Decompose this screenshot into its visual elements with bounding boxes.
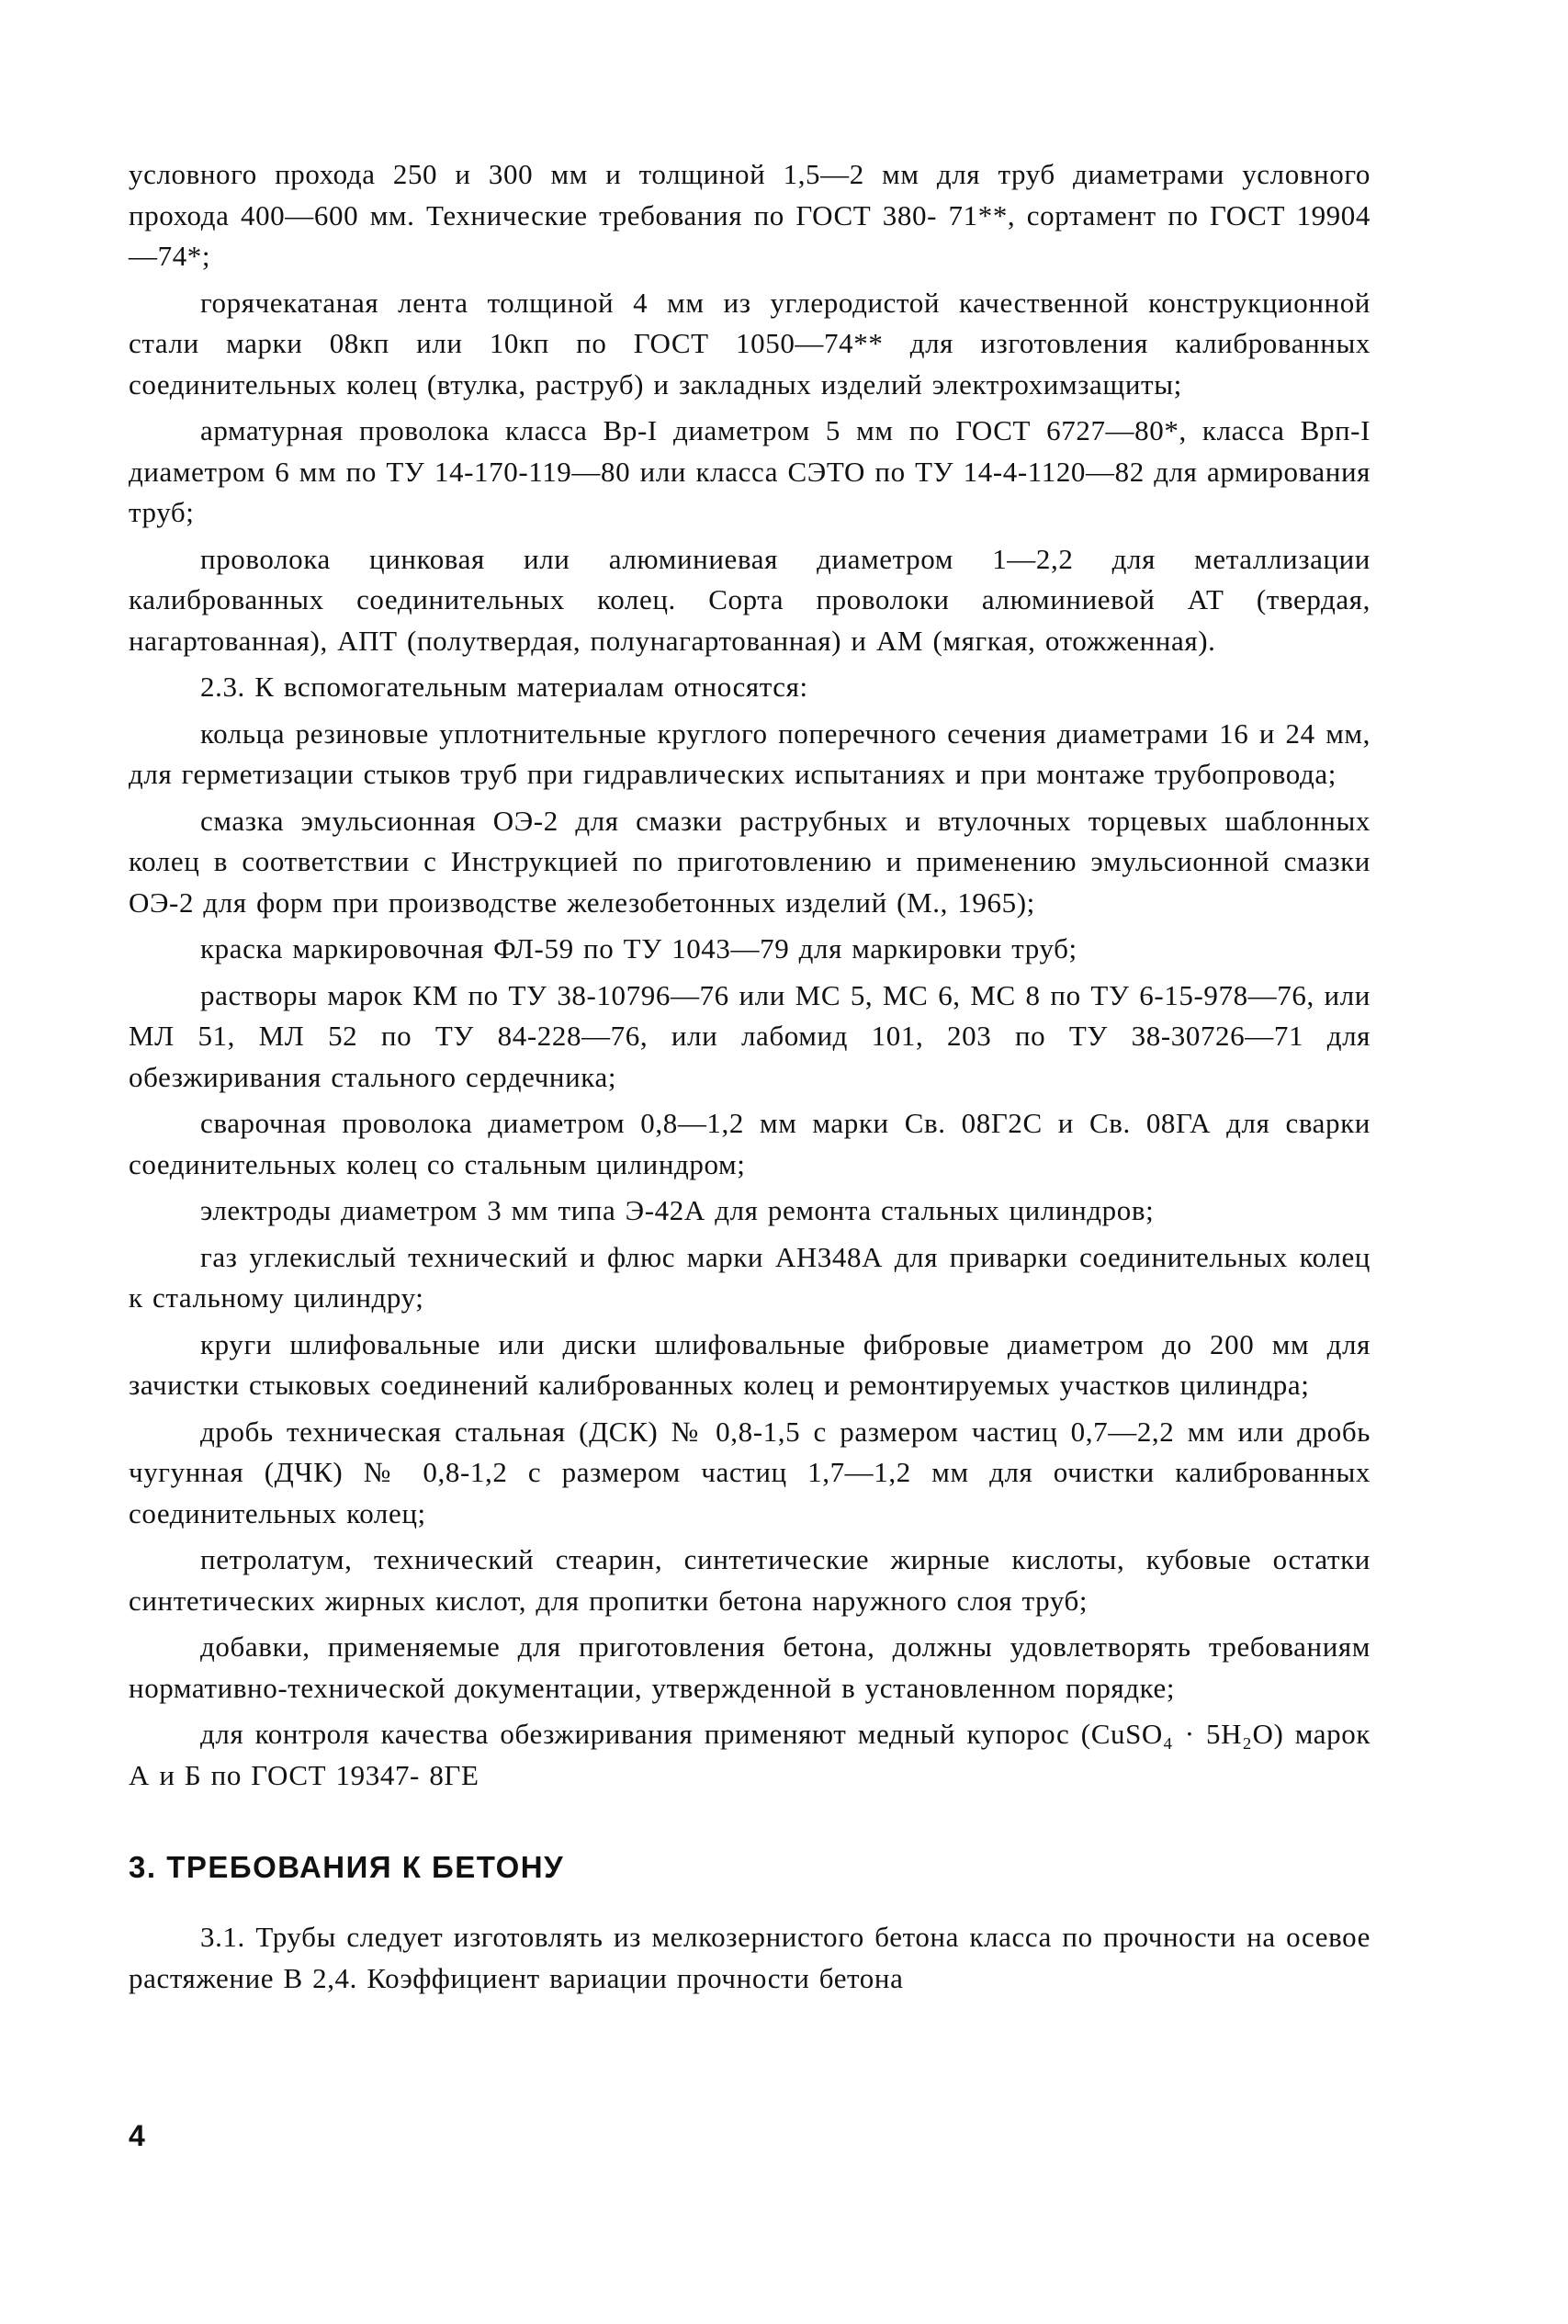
paragraph-p1: условного прохода 250 и 300 мм и толщиной 1,5—2 мм для труб диаметрами условного прохода 400—600 мм. Технические требования по ГОСТ 380‑ 71**, сортамент по ГОСТ 19904—74*;	[129, 158, 1371, 272]
paragraph-p4: проволока цинковая или алюминиевая диаметром 1—2,2 для металлизации калиброванных соединительных колец. Сорта проволоки алюминиевой АТ (твердая, нагартованная), АПТ (полутвердая, полунагартованная) и АМ (мягкая, отожженная).	[129, 542, 1371, 657]
paragraph-p10: сварочная проволока диаметром 0,8—1,2 мм марки Св. 08Г2С и Св. 08ГА для сварки соединительных колец со стальным цилиндром;	[129, 1107, 1371, 1180]
paragraph-p7: смазка эмульсионная ОЭ‑2 для смазки раструбных и втулочных торцевых шаблонных колец в соответствии с Инструкцией по приготовлению и применению эмульсионной смазки ОЭ‑2 для форм при производстве железобетонных изделий (М., 1965);	[129, 804, 1371, 919]
section-3-body	[129, 1917, 1371, 1999]
page-number: 4	[129, 2119, 145, 2152]
paragraph-p14: дробь техническая стальная (ДСК) № 0,8‑1,5 с размером частиц 0,7—2,2 мм или дробь чугунная (ДЧК) № 0,8‑1,2 с размером частиц 1,7—1,2 мм для очистки калиброванных соединительных колец;	[129, 1415, 1371, 1529]
paragraph-p8: краска маркировочная ФЛ‑59 по ТУ 1043—79 для маркировки труб;	[200, 932, 1077, 965]
paragraph-p5: 2.3. К вспомогательным материалам относятся:	[200, 671, 808, 703]
paragraph-p18: 3.1. Трубы следует изготовлять из мелкозернистого бетона класса по прочности на осевое растяжение В 2,4. Коэффициент вариации прочности бетона	[129, 1921, 1371, 1994]
paragraph-p9: растворы марок КМ по ТУ 38‑10796—76 или МС 5, МС 6, МС 8 по ТУ 6‑15‑978—76, или МЛ 51, МЛ 52 по ТУ 84‑228—76, или лабомид 101, 203 по ТУ 38‑30726—71 для обезжиривания стального сердечника;	[129, 978, 1371, 1093]
paragraph-p12: газ углекислый технический и флюс марки АН348А для приварки соединительных колец к стальному цилиндру;	[129, 1240, 1371, 1314]
paragraph-p6: кольца резиновые уплотнительные круглого поперечного сечения диаметрами 16 и 24 мм, для герметизации стыков труб при гидравлических испытаниях и при монтаже трубопровода;	[129, 716, 1371, 790]
paragraph-p11: электроды диаметром 3 мм типа Э‑42А для ремонта стальных цилиндров;	[200, 1194, 1155, 1226]
section-heading: 3. ТРЕБОВАНИЯ К БЕТОНУ	[129, 1850, 565, 1884]
paragraph-p17: для контроля качества обезжиривания применяют медный купорос (CuSO₄ · 5H₂O) марок А и Б по ГОСТ 19347‑ 8ГЕ	[129, 1718, 1371, 1791]
paragraph-p3: арматурная проволока класса Вр‑I диаметром 5 мм по ГОСТ 6727—80*, класса Врп‑I диаметром 6 мм по ТУ 14‑170‑119—80 или класса СЭТО по ТУ 14‑4‑1120—82 для армирования труб;	[129, 414, 1371, 528]
paragraph-p16: добавки, применяемые для приготовления бетона, должны удовлетворять требованиям нормативно‑технической документации, утвержденной в установленном порядке;	[129, 1630, 1371, 1704]
materials-list	[129, 154, 1371, 1796]
paragraph-p13: круги шлифовальные или диски шлифовальные фибровые диаметром до 200 мм для зачистки стыковых соединений калиброванных колец и ремонтируемых участков цилиндра;	[129, 1327, 1371, 1401]
paragraph-p2: горячекатаная лента толщиной 4 мм из углеродистой качественной конструкционной стали марки 08кп или 10кп по ГОСТ 1050—74** для изготовления калиброванных соединительных колец (втулка, раструб) и закладных изделий электрохимзащиты;	[129, 286, 1371, 400]
document-page	[129, 154, 1371, 2004]
paragraph-p15: петролатум, технический стеарин, синтетические жирные кислоты, кубовые остатки синтетических жирных кислот, для пропитки бетона наружного слоя труб;	[129, 1543, 1371, 1617]
